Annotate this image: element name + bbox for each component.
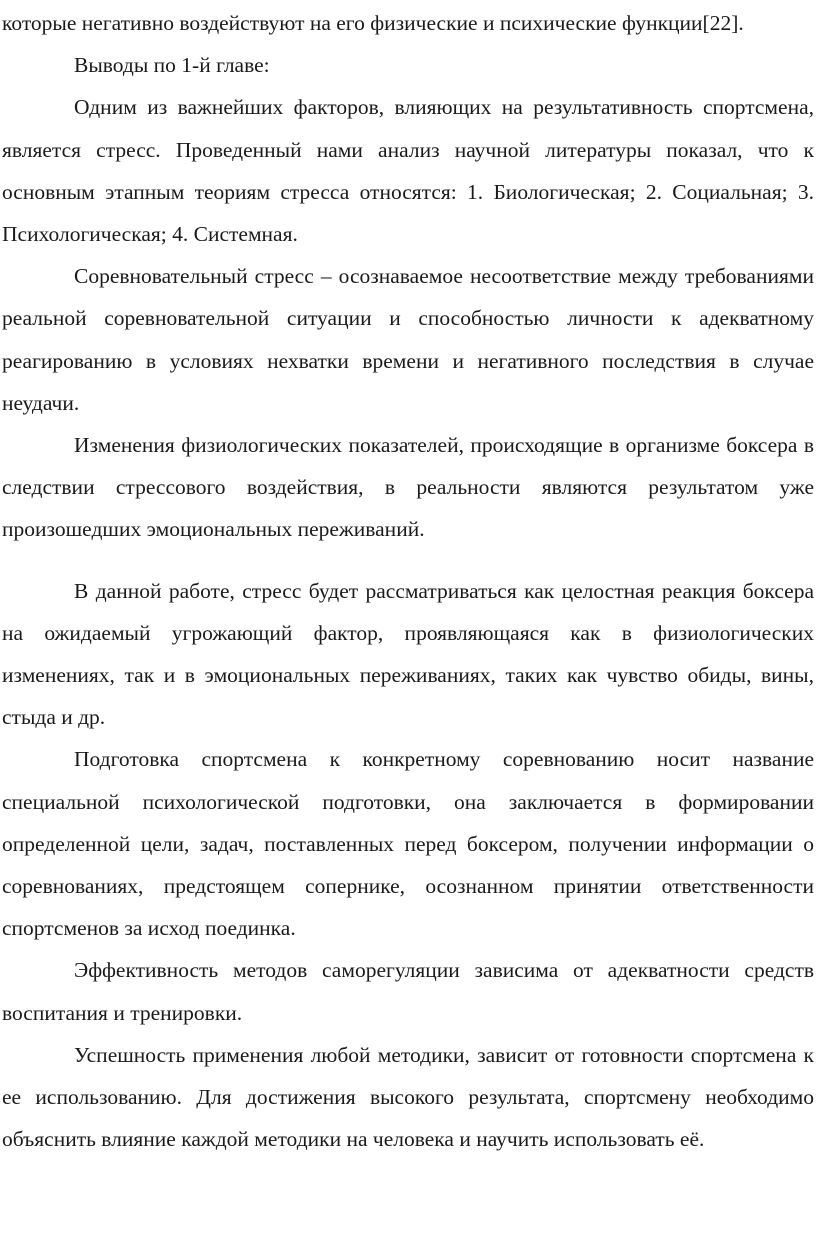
paragraph-stress-factor: Одним из важнейших факторов, влияющих на результативность спортсмена, является стресс. Проведенный нами анализ научной литературы показал, что к основным этапным теориям стресса относятся: 1. Биологическая; 2. Социальная; 3. Психологическая; 4. Системная.	[2, 95, 814, 247]
paragraph-method-success: Успешность применения любой методики, зависит от готовности спортсмена к ее использованию. Для достижения высокого результата, спортсмену необходимо объяснить влияние каждой методики на человека и научить использовать её.	[2, 1042, 814, 1152]
paragraph-physiological-changes: Изменения физиологических показателей, происходящие в организме боксера в следствии стрессового воздействия, в реальности являются результатом уже произошедших эмоциональных переживаний.	[2, 433, 814, 542]
paragraph-continuation: которые негативно воздействуют на его физические и психические функции[22].	[2, 11, 744, 35]
paragraph-stress-definition: В данной работе, стресс будет рассматриваться как целостная реакция боксера на ожидаемый угрожающий фактор, проявляющаяся как в физиологических изменениях, так и в эмоциональных переживаниях, таких как чувство обиды, вины, стыда и др.	[2, 578, 814, 730]
chapter-conclusions-heading: Выводы по 1-й главе:	[74, 53, 270, 78]
paragraph-psychological-preparation: Подготовка спортсмена к конкретному соревнованию носит название специальной психологической подготовки, она заключается в формировании определенной цели, задач, поставленных перед боксером, получении информации о соревнованиях, предстоящем сопернике, осознанном принятии ответственности спортсменов за исход поединка.	[2, 747, 814, 941]
paragraph-self-regulation: Эффективность методов саморегуляции зависима от адекватности средств воспитания и тренировки.	[2, 958, 814, 1025]
paragraph-competitive-stress: Соревновательный стресс – осознаваемое несоответствие между требованиями реальной соревновательной ситуации и способностью личности к адекватному реагированию в условиях нехватки времени и негативного последствия в случае неудачи.	[2, 264, 814, 415]
